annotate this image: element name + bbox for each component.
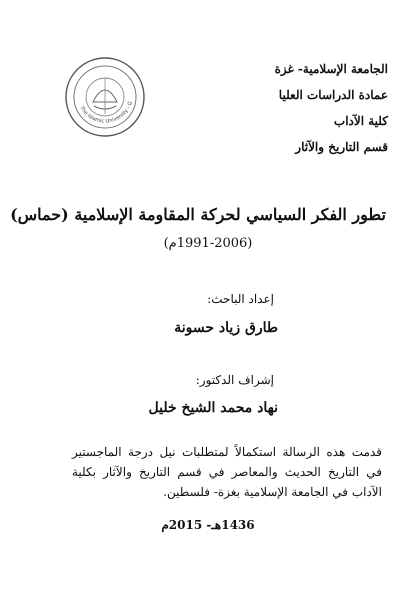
faculty-name: كلية الآداب (333, 114, 388, 128)
submission-date: 1436هـ- 2015م (161, 518, 255, 532)
author-label: إعداد الباحث: (207, 292, 274, 306)
supervisor-label: إشراف الدكتور: (195, 373, 274, 387)
thesis-years: (1991-2006م) (163, 236, 253, 251)
institution-header (218, 56, 388, 160)
thesis-title: تطور الفكر السياسي لحركة المقاومة الإسلامية (حماس) (10, 205, 386, 224)
university-name: الجامعة الإسلامية- غزة (274, 62, 388, 76)
university-seal-logo (64, 56, 146, 138)
submission-statement: قدمت هذه الرسالة استكمالاً لمتطلبات نيل درجة الماجستير في التاريخ الحديث والمعاصر في قسم التاريخ والآثار بكلية الآداب في الجامعة الإسلامية بغزة- فلسطين. (72, 445, 382, 499)
author-name: طارق زياد حسونة (174, 320, 278, 336)
seal-english-text: The Islamic University - G (78, 100, 134, 125)
supervisor-name: نهاد محمد الشيخ خليل (148, 400, 278, 416)
department-name: قسم التاريخ والآثار (295, 140, 388, 154)
deanship-name: عمادة الدراسات العليا (278, 88, 388, 102)
